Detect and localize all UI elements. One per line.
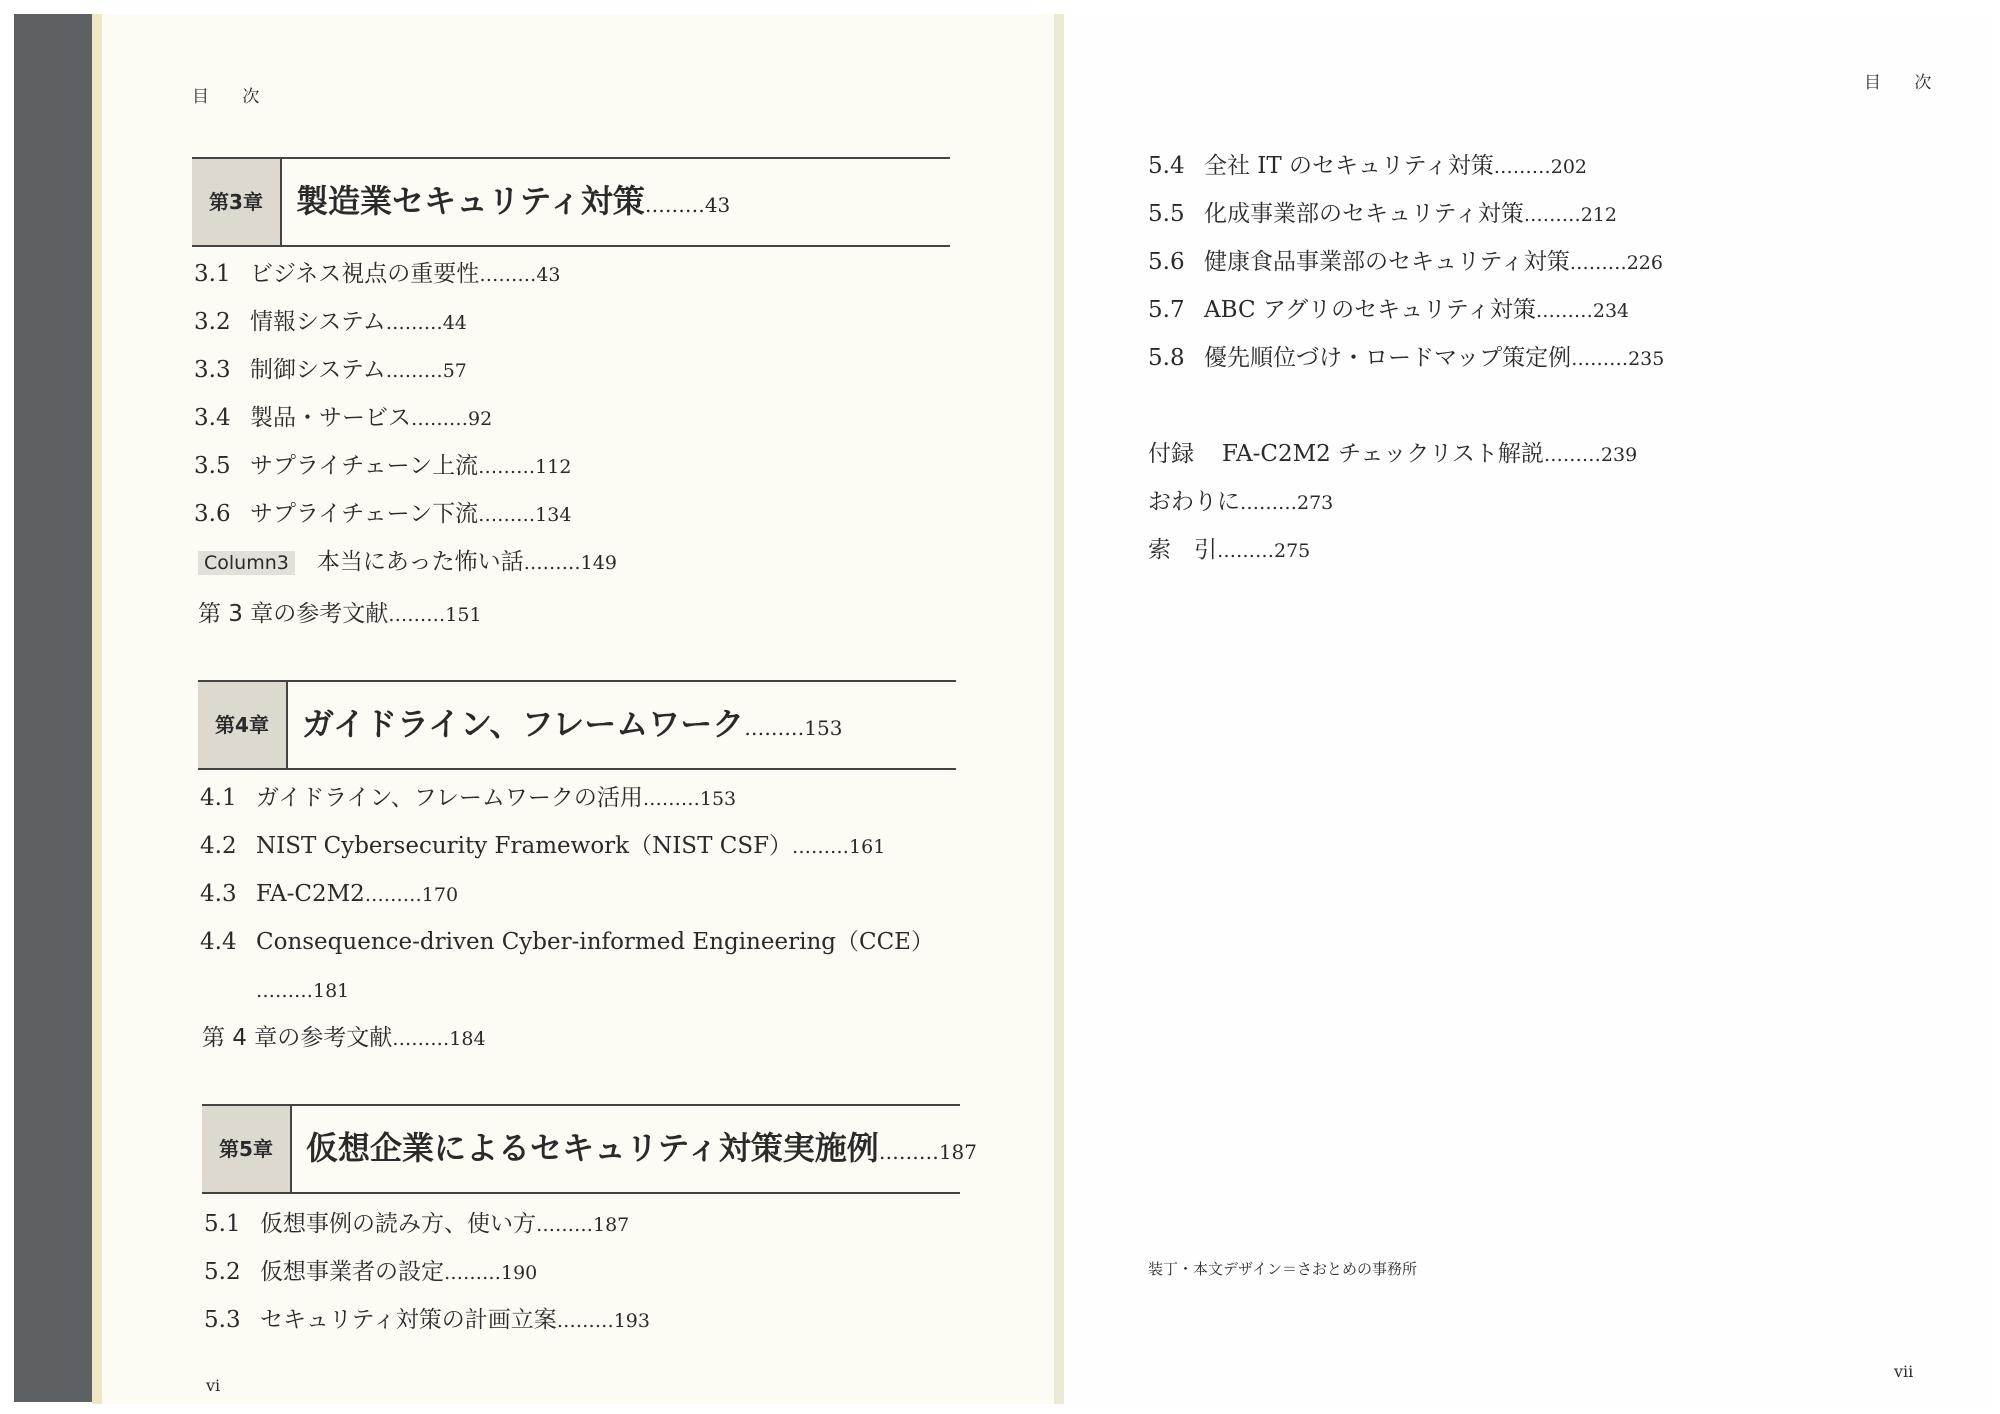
toc-entry-3-5[interactable]: 3.5 サプライチェーン上流………112 [194, 453, 572, 479]
chapter-4-title: ガイドライン、フレームワーク………153 [302, 705, 843, 743]
chapter-3-heading[interactable] [192, 157, 950, 247]
toc-entry-5-8[interactable]: 5.8 優先順位づけ・ロードマップ策定例………235 [1148, 345, 1665, 371]
toc-index[interactable]: 索 引………275 [1148, 537, 1311, 563]
toc-entry-5-6[interactable]: 5.6 健康食品事業部のセキュリティ対策………226 [1148, 249, 1663, 275]
running-head-right: 目 次 [1864, 73, 1946, 93]
chapter-5-title: 仮想企業によるセキュリティ対策実施例………187 [306, 1129, 977, 1167]
chapter-4-heading[interactable] [198, 680, 956, 770]
toc-entry-5-4[interactable]: 5.4 全社 IT のセキュリティ対策………202 [1148, 153, 1588, 179]
chapter-3-number: 第3章 [192, 159, 282, 245]
toc-entry-4-3[interactable]: 4.3 FA-C2M2………170 [200, 881, 459, 907]
right-page [1054, 14, 1994, 1404]
toc-appendix[interactable]: 付録 FA-C2M2 チェックリスト解説………239 [1148, 441, 1638, 467]
toc-entry-5-2[interactable]: 5.2 仮想事業者の設定………190 [204, 1259, 538, 1285]
toc-afterword[interactable]: おわりに………273 [1148, 489, 1334, 515]
toc-entry-5-5[interactable]: 5.5 化成事業部のセキュリティ対策………212 [1148, 201, 1617, 227]
chapter-3-title: 製造業セキュリティ対策………43 [296, 182, 731, 220]
toc-entry-4-4-page: ………181 [256, 980, 350, 1002]
column-badge: Column3 [198, 551, 295, 575]
folio-right: vii [1894, 1362, 1914, 1381]
toc-entry-4-2[interactable]: 4.2 NIST Cybersecurity Framework（NIST CSF）………161 [200, 833, 886, 859]
chapter-5-heading[interactable] [202, 1104, 977, 1194]
toc-entry-5-3[interactable]: 5.3 セキュリティ対策の計画立案………193 [204, 1307, 650, 1333]
toc-entry-4-1[interactable]: 4.1 ガイドライン、フレームワークの活用………153 [200, 785, 737, 811]
toc-references-3[interactable]: 第 3 章の参考文献………151 [198, 601, 482, 627]
design-credit: 装丁・本文デザイン＝さおとめの事務所 [1148, 1260, 1417, 1278]
toc-entry-3-1[interactable]: 3.1 ビジネス視点の重要性………43 [194, 261, 561, 287]
toc-entry-5-7[interactable]: 5.7 ABC アグリのセキュリティ対策………234 [1148, 297, 1630, 323]
toc-column-3[interactable]: Column3 本当にあった怖い話………149 [198, 546, 617, 579]
toc-entry-3-2[interactable]: 3.2 情報システム………44 [194, 309, 467, 335]
scan-edge [0, 0, 92, 1414]
toc-references-4[interactable]: 第 4 章の参考文献………184 [202, 1025, 486, 1051]
toc-entry-3-4[interactable]: 3.4 製品・サービス………92 [194, 405, 493, 431]
toc-entry-3-6[interactable]: 3.6 サプライチェーン下流………134 [194, 501, 572, 527]
left-page [92, 14, 1054, 1404]
toc-entry-4-4[interactable]: 4.4 Consequence-driven Cyber-informed Engineering（CCE） [200, 929, 934, 955]
chapter-4-number: 第4章 [198, 682, 288, 768]
running-head-left: 目 次 [192, 87, 274, 107]
toc-entry-3-3[interactable]: 3.3 制御システム………57 [194, 357, 467, 383]
folio-left: vi [206, 1376, 221, 1395]
toc-entry-5-1[interactable]: 5.1 仮想事例の読み方、使い方………187 [204, 1211, 630, 1237]
chapter-5-number: 第5章 [202, 1106, 292, 1192]
